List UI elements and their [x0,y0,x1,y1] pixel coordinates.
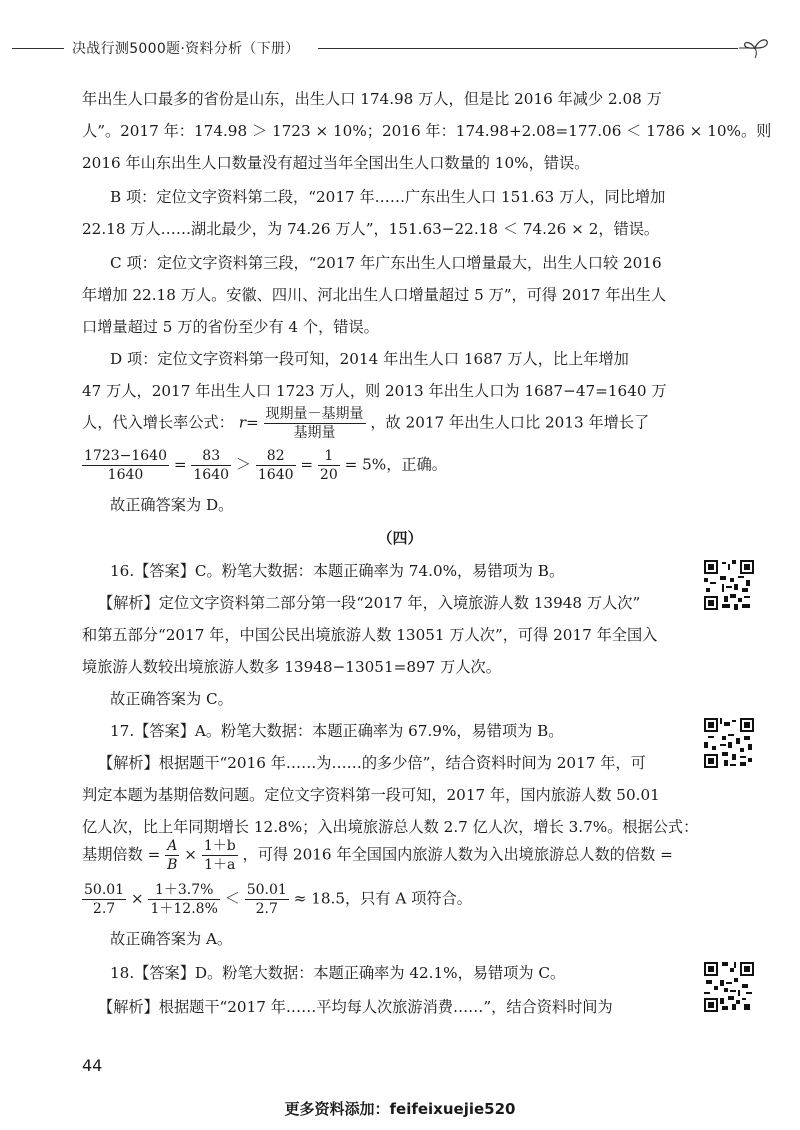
fraction [245,882,289,917]
footer-note: 更多资料添加：feifeixuejie520 [284,1100,516,1118]
text-segment: ，可得 2016 年全国国内旅游人数为入出境旅游总人数的倍数 = [242,845,673,864]
fraction-denominator: 20 [319,467,338,483]
formula-line-calc [82,448,447,483]
text-line: 和第五部分“2017 年，中国公民出境旅游人数 13051 万人次”，可得 2017 年全国入 [82,626,658,644]
fraction-denominator: 1640 [193,467,230,483]
fraction [165,838,179,873]
question-17-analysis: 【解析】根据题干“2016 年……为……的多少倍”，结合资料时间为 2017 年，可 [98,754,646,772]
fraction-numerator: 现期量－基期量 [265,406,364,422]
text-line: 22.18 万人……湖北最少，为 74.26 万人”，151.63−22.18 ＜ 74.26 × 2，错误。 [82,220,660,238]
header-rule-left [12,48,64,49]
fraction [264,406,366,441]
page-number: 44 [82,1056,103,1075]
formula-line-growth [82,406,649,441]
fraction [256,448,296,483]
fraction [202,838,238,873]
option-d-line: D 项：定位文字资料第一段可知，2014 年出生人口 1687 万人，比上年增加 [110,350,629,368]
fraction-denominator: 基期量 [293,425,336,441]
fraction-numerator: 1 [318,448,340,466]
text-line: 人”。2017 年：174.98 ＞ 1723 × 10%；2016 年：174.98+2.08=177.06 ＜ 1786 × 10%。则 [82,122,772,140]
operator: ＞ [235,455,252,474]
fraction [82,448,169,483]
operator: × [130,889,144,908]
fraction [82,882,126,917]
fraction-denominator: 2.7 [92,901,116,917]
option-c-line: C 项：定位文字资料第三段，“2017 年广东出生人口增量最大，出生人口较 2016 [110,254,662,272]
text-segment: ≈ 18.5，只有 A 项符合。 [293,889,472,908]
fraction-denominator: 2.7 [255,901,278,917]
text-line: 年出生人口最多的省份是山东，出生人口 174.98 万人，但是比 2016 年减少 2.08 万 [82,90,662,108]
text-line: 2016 年山东出生人口数量没有超过当年全国出生人口数量的 10%，错误。 [82,154,590,172]
text-line: 47 万人，2017 年出生人口 1723 万人，则 2013 年出生人口为 1687−47=1640 万 [82,382,667,400]
fraction-denominator: 1640 [107,467,144,483]
text-line: 境旅游人数较出境旅游人数多 13948−13051=897 万人次。 [82,658,501,676]
qr-code-icon[interactable] [704,718,754,768]
option-b-line: B 项：定位文字资料第二段，“2017 年……广东出生人口 151.63 万人，同比增加 [110,188,666,206]
question-18-analysis: 【解析】根据题干“2017 年……平均每人次旅游消费……”，结合资料时间为 [98,998,613,1016]
fraction-numerator: 83 [191,448,231,466]
text-segment: 基期倍数 = [82,845,161,864]
fraction [318,448,340,483]
qr-code-icon[interactable] [704,560,754,610]
fraction-denominator: 1640 [257,467,294,483]
answer-line: 故正确答案为 A。 [110,930,233,948]
running-header [0,34,800,64]
question-18-answer: 18.【答案】D。粉笔大数据：本题正确率为 42.1%，易错项为 C。 [110,964,566,982]
answer-line: 故正确答案为 D。 [110,496,234,514]
text-line: 年增加 22.18 万人。安徽、四川、河北出生人口增量超过 5 万”，可得 2017 年出生人 [82,286,667,304]
question-16-analysis: 【解析】定位文字资料第二部分第一段“2017 年，入境旅游人数 13948 万人次” [98,594,641,612]
fraction-numerator: 82 [256,448,296,466]
operator: ＜ [224,889,240,908]
fraction-numerator: A [165,838,179,856]
answer-line: 故正确答案为 C。 [110,690,233,708]
header-title: 决战行测5000题·资料分析（下册） [72,41,300,57]
text-segment: ，故 2017 年出生人口比 2013 年增长了 [370,413,650,432]
header-rule-right [318,48,738,49]
question-16-answer: 16.【答案】C。粉笔大数据：本题正确率为 74.0%，易错项为 B。 [110,562,565,580]
fraction-denominator: 1＋12.8% [150,901,218,917]
text-line: 亿人次，比上年同期增长 12.8%；入出境旅游总人数 2.7 亿人次，增长 3.7%。根据公式： [82,818,699,836]
formula-variable: r= [238,413,259,432]
fraction [148,882,219,917]
text-line: 口增量超过 5 万的省份至少有 4 个，错误。 [82,318,379,336]
fraction-numerator: 1723−1640 [84,448,167,464]
formula-line-estimate [82,882,472,917]
sprout-icon [735,34,775,60]
operator: × [184,845,197,864]
operator: = [300,455,314,474]
qr-code-icon[interactable] [704,962,754,1012]
section-heading: （四） [377,529,423,547]
fraction-numerator: 50.01 [246,882,287,898]
fraction [191,448,231,483]
fraction-denominator: B [167,857,178,873]
text-segment: 人，代入增长率公式： [82,413,234,432]
text-line: 判定本题为基期倍数问题。定位文字资料第一段可知，2017 年，国内旅游人数 50.01 [82,786,660,804]
question-17-answer: 17.【答案】A。粉笔大数据：本题正确率为 67.9%，易错项为 B。 [110,722,564,740]
fraction-denominator: 1＋a [204,857,236,873]
fraction-numerator: 1＋3.7% [148,882,219,900]
fraction-numerator: 50.01 [84,882,125,898]
fraction-numerator: 1＋b [203,838,236,854]
operator: = [173,455,187,474]
formula-line-base-multiple [82,838,673,873]
text-segment: = 5%，正确。 [344,455,447,474]
